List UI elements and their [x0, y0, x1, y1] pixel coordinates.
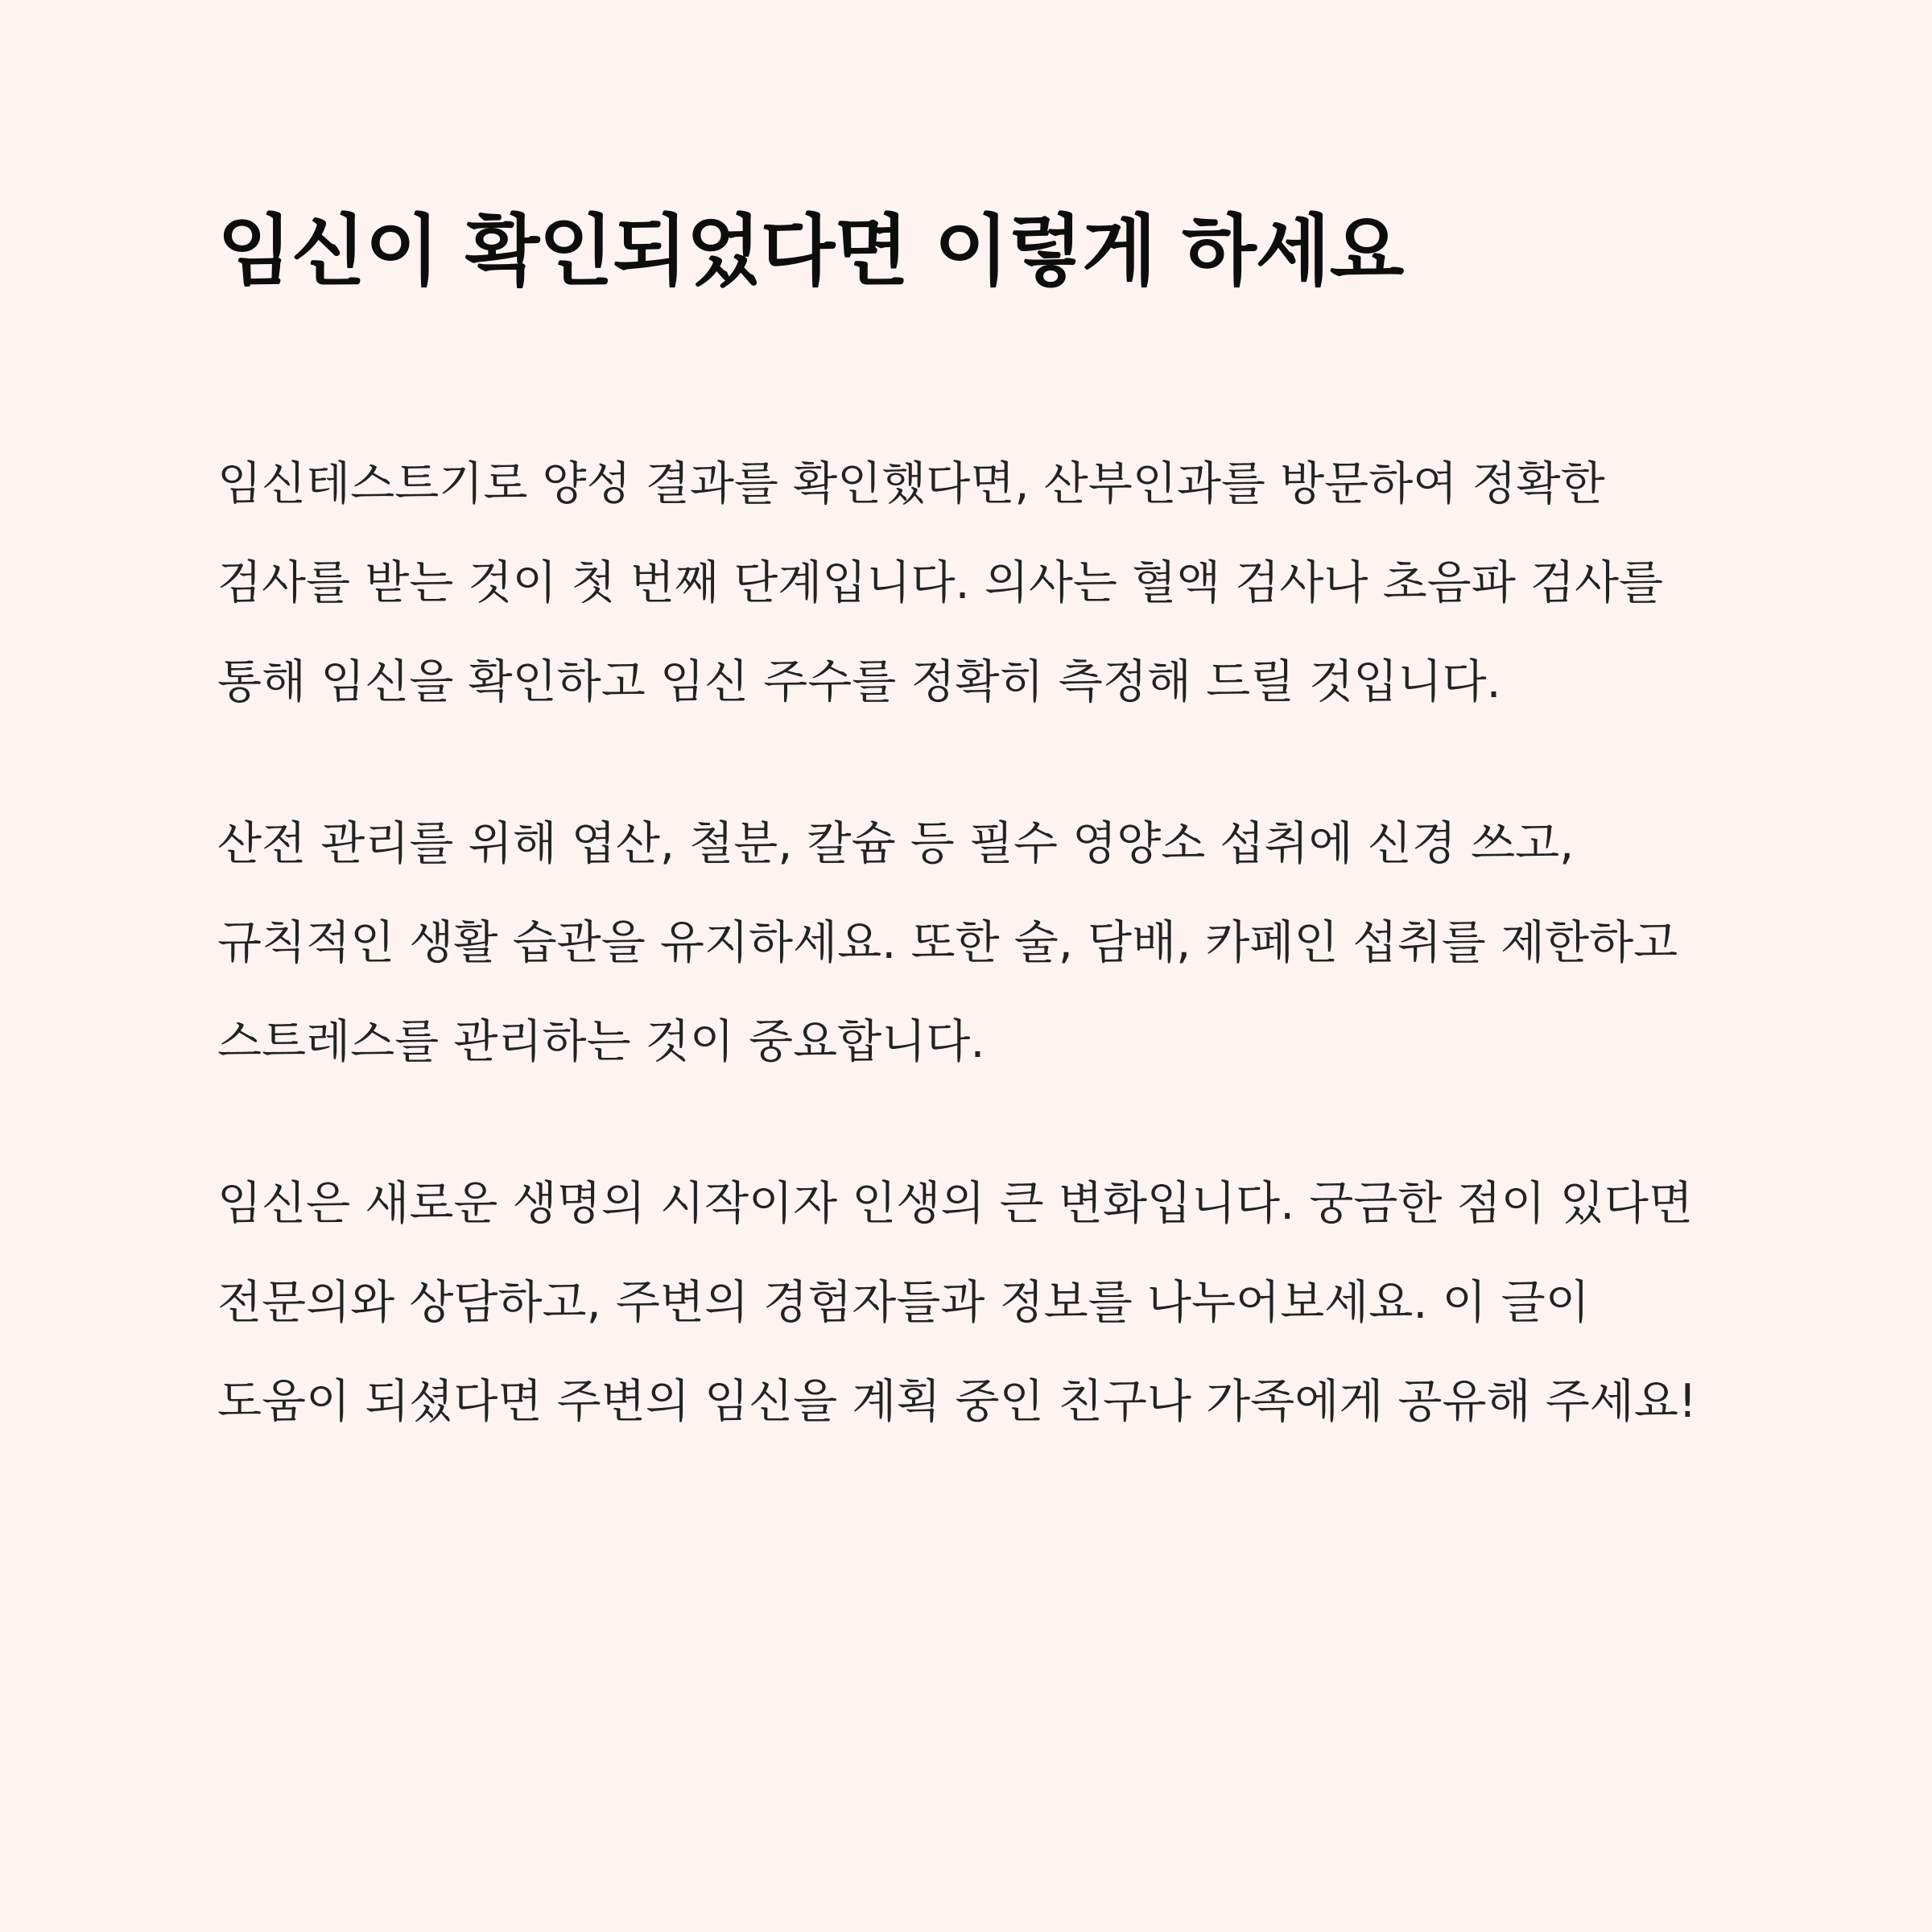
- document-page: [217, 205, 1731, 1451]
- paragraph-hospital-visit: 임신테스트기로 양성 결과를 확인했다면, 산부인과를 방문하여 정확한 검사를 받는 것이 첫 번째 단계입니다. 의사는 혈액 검사나 초음파 검사를 통해 임신을 확인하고 임신 주수를 정확히 측정해 드릴 것입니다.: [217, 457, 1664, 709]
- body-text: [217, 435, 1731, 1451]
- page-title: 임신이 확인되었다면 이렇게 하세요: [217, 206, 1404, 296]
- paragraph-prenatal-care: 산전 관리를 위해 엽산, 철분, 칼슘 등 필수 영양소 섭취에 신경 쓰고, 규칙적인 생활 습관을 유지하세요. 또한 술, 담배, 카페인 섭취를 제한하고 스트레스를 관리하는 것이 중요합니다.: [217, 817, 1678, 1069]
- paragraph-closing-share: 임신은 새로운 생명의 시작이자 인생의 큰 변화입니다. 궁금한 점이 있다면 전문의와 상담하고, 주변의 경험자들과 정보를 나누어보세요. 이 글이 도움이 되셨다면 주변의 임신을 계획 중인 친구나 가족에게 공유해 주세요!: [217, 1177, 1697, 1429]
